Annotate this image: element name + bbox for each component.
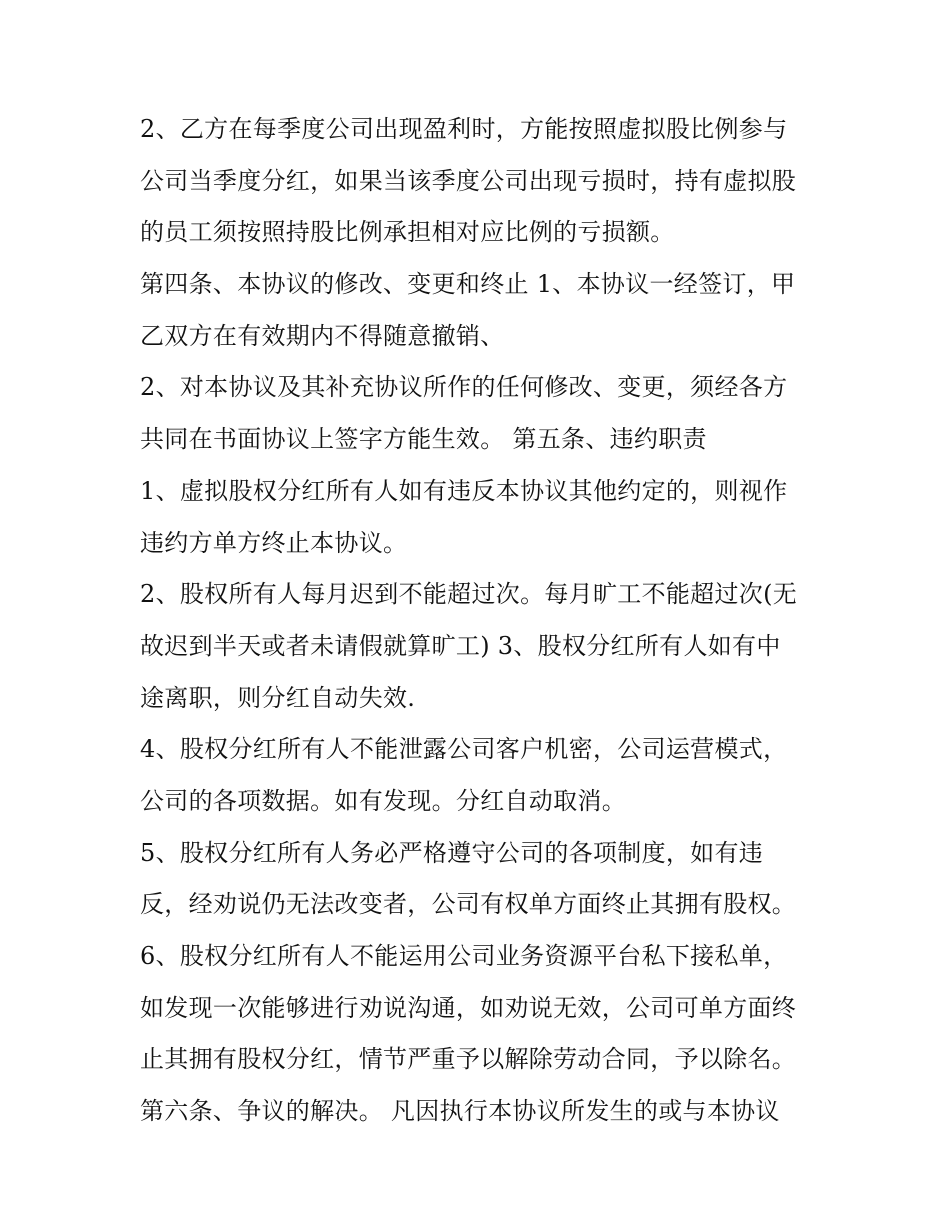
text-line: 的员工须按照持股比例承担相对应比例的亏损额。 [140,218,675,247]
text-line: 1、虚拟股权分红所有人如有违反本协议其他约定的，则视作 [140,476,788,505]
text-line: 如发现一次能够进行劝说沟通，如劝说无效，公司可单方面终 [140,993,797,1022]
text-line: 4、股权分红所有人不能泄露公司客户机密，公司运营模式， [140,735,788,764]
text-line: 共同在书面协议上签字方能生效。 第五条、违约职责 [140,425,707,454]
text-line: 故迟到半天或者未请假就算旷工) 3、股权分红所有人如有中 [140,631,781,660]
text-line: 2、股权所有人每月迟到不能超过次。每月旷工不能超过次(无 [140,580,798,609]
text-line: 公司的各项数据。如有发现。分红自动取消。 [140,786,626,815]
text-line: 6、股权分红所有人不能运用公司业务资源平台私下接私单， [140,942,788,970]
text-line: 第四条、本协议的修改、变更和终止 1、本协议一经签订，甲 [140,270,796,299]
text-line: 乙双方在有效期内不得随意撤销、 [140,321,505,350]
text-line: 5、股权分红所有人务必严格遵守公司的各项制度，如有违 [140,838,764,867]
text-line: 公司当季度分红，如果当该季度公司出现亏损时，持有虚拟股 [140,166,797,195]
text-line: 途离职，则分红自动失效. [140,683,416,712]
agreement-text-body [140,104,830,1138]
text-line: 第六条、争议的解决。 凡因执行本协议所发生的或与本协议 [140,1097,780,1126]
text-line: 违约方单方终止本协议。 [140,528,408,557]
text-line: 2、对本协议及其补充协议所作的任何修改、变更，须经各方 [140,373,788,402]
text-line: 反，经劝说仍无法改变者，公司有权单方面终止其拥有股权。 [140,890,797,919]
text-line: 止其拥有股权分红，情节严重予以解除劳动合同，予以除名。 [140,1045,797,1074]
text-line: 2、乙方在每季度公司出现盈利时，方能按照虚拟股比例参与 [140,115,788,143]
